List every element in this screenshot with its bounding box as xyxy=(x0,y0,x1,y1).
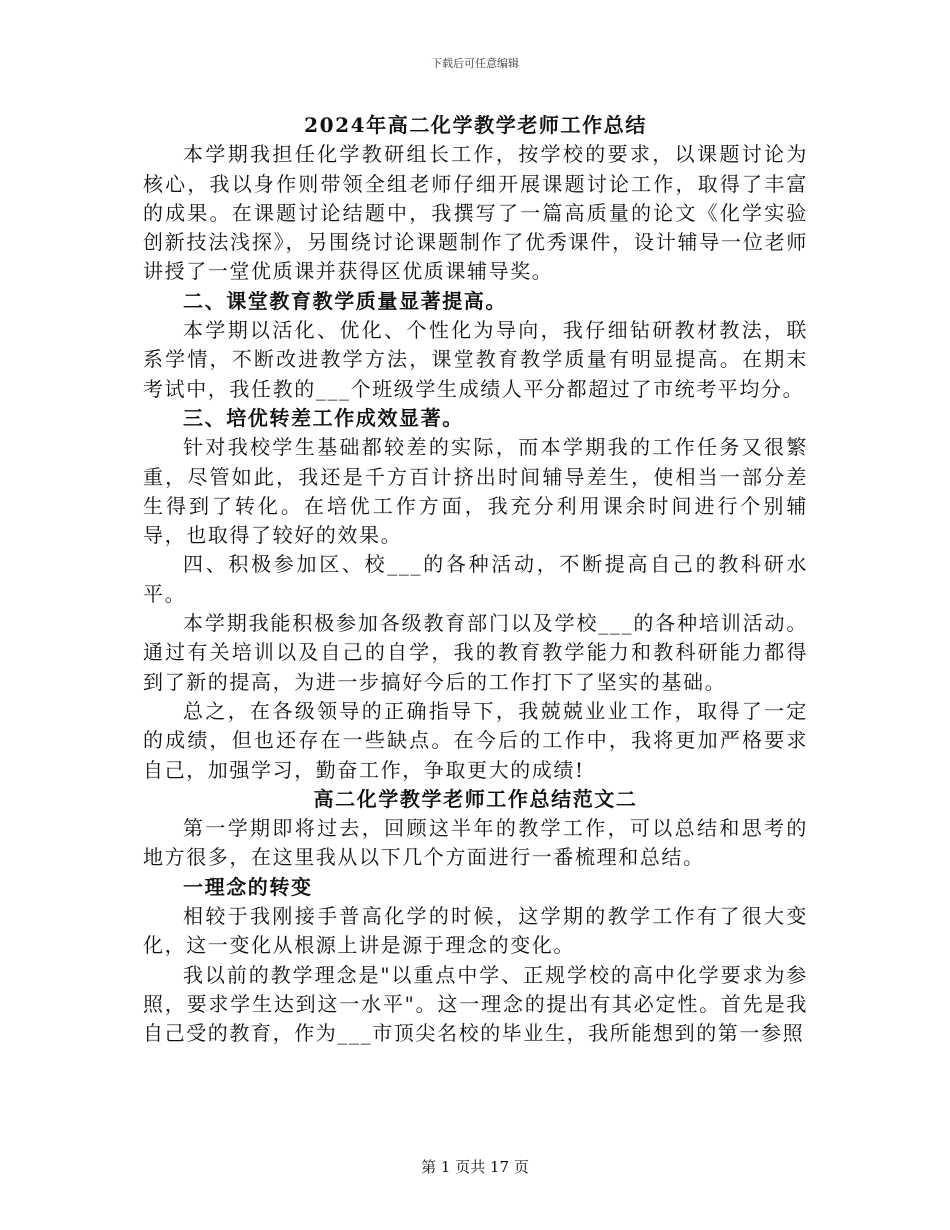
document-body xyxy=(143,111,808,1049)
page-header: 下载后可任意编辑 xyxy=(431,57,519,70)
paragraph: 本学期以活化、优化、个性化为导向，我仔细钻研教材教法，联系学情，不断改进教学方法，课堂教育教学质量有明显提高。在期末考试中，我任教的___个班级学生成绩人平分都超过了市统考平均分。 xyxy=(143,318,808,401)
paragraph: 相较于我刚接手普高化学的时候，这学期的教学工作有了很大变化，这一变化从根源上讲是源于理念的变化。 xyxy=(143,904,808,958)
paragraph: 本学期我能积极参加各级教育部门以及学校___的各种培训活动。通过有关培训以及自己的自学，我的教育教学能力和教科研能力都得到了新的提高，为进一步搞好今后的工作打下了坚实的基础。 xyxy=(143,611,808,694)
section-heading: 一理念的转变 xyxy=(183,874,313,899)
paragraph: 针对我校学生基础都较差的实际，而本学期我的工作任务又很繁重，尽管如此，我还是千方百计挤出时间辅导差生，使相当一部分差生得到了转化。在培优工作方面，我充分利用课余时间进行个别辅导，也取得了较好的效果。 xyxy=(143,435,808,548)
paragraph: 本学期我担任化学教研组长工作，按学校的要求，以课题讨论为核心，我以身作则带领全组老师仔细开展课题讨论工作，取得了丰富的成果。在课题讨论结题中，我撰写了一篇高质量的论文《化学实验创新技法浅探》，另围绕讨论课题制作了优秀课件，设计辅导一位老师讲授了一堂优质课并获得区优质课辅导奖。 xyxy=(143,142,808,284)
document-title: 2024年高二化学教学老师工作总结 xyxy=(304,113,647,137)
section-heading: 二、课堂教育教学质量显著提高。 xyxy=(183,288,507,313)
paragraph: 第一学期即将过去，回顾这半年的教学工作，可以总结和思考的地方很多，在这里我从以下几个方面进行一番梳理和总结。 xyxy=(143,816,808,870)
page-footer: 第 1 页共 17 页 xyxy=(421,1158,529,1176)
paragraph: 我以前的教学理念是"以重点中学、正规学校的高中化学要求为参照，要求学生达到这一水平"。这一理念的提出有其必定性。首先是我自己受的教育，作为___市顶尖名校的毕业生，我所能想到的第一参照 xyxy=(143,962,808,1046)
paragraph: 总之，在各级领导的正确指导下，我兢兢业业工作，取得了一定的成绩，但也还存在一些缺点。在今后的工作中，我将更加严格要求自己，加强学习，勤奋工作，争取更大的成绩! xyxy=(143,698,808,782)
document-subtitle: 高二化学教学老师工作总结范文二 xyxy=(313,786,638,811)
paragraph: 四、积极参加区、校___的各种活动，不断提高自己的教科研水平。 xyxy=(143,552,808,606)
section-heading: 三、培优转差工作成效显著。 xyxy=(183,405,464,430)
